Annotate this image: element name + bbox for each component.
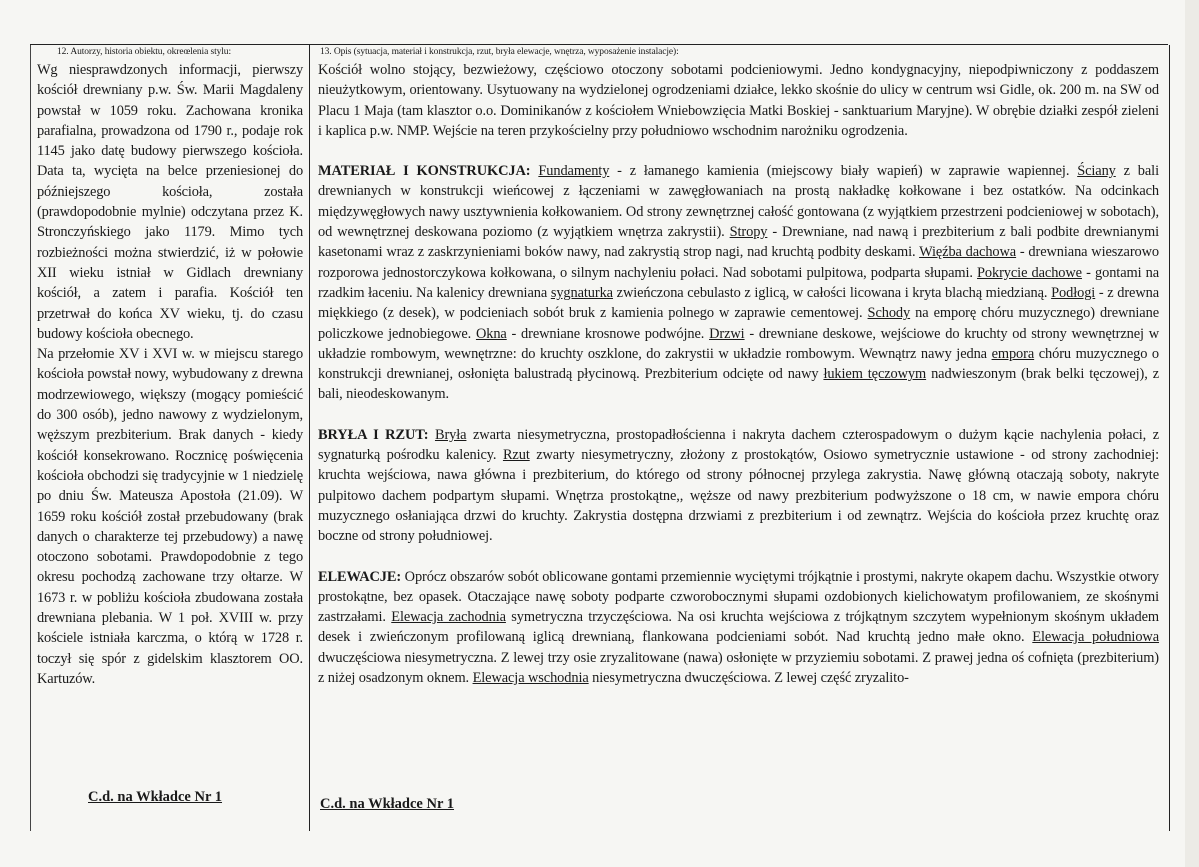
body-text: nadwieszonym (brak belki tęczowej), z bali, nieodeskowanym. bbox=[318, 366, 1160, 403]
form-sheet bbox=[30, 44, 1168, 835]
underlined-term: Ściany bbox=[1077, 163, 1116, 180]
situation-paragraph: Kościół wolno stojący, bezwieżowy, częściowo otoczony sobotami podcieniowymi. Jedno kondygnacyjny, niepodpiwniczony z poddaszem nieużytkowym, orientowany. Usytuowany na wydzielonej ogrodzeniami działce, lekko skośnie do ulicy w centrum wsi Gidle, ok. 200 m. na SW od Placu 1 Maja (tam klasztor o.o. Dominikanów z kościołem Wniebowzięcia Matki Boskiej - sanktuarium Maryjne). W obrębie działki zespół zieleni i kaplica p.w. NMP. Wejście na teren przykościelny przy południowo wschodnim narożniku ogrodzenia. bbox=[318, 62, 1159, 139]
underlined-term: Okna bbox=[475, 325, 507, 342]
material-body bbox=[318, 163, 1159, 402]
underlined-term: Schody bbox=[867, 305, 911, 322]
elevations-title: ELEWACJE: bbox=[318, 568, 402, 585]
body-text: niesymetryczna dwuczęściowa. Z lewej część zryzalito- bbox=[588, 670, 909, 687]
form-plan-body bbox=[318, 427, 1159, 544]
body-text: chóru muzycznego o konstrukcji drewnianej, osłonięta balustradą płycinową. Prezbiterium odcięte od nawy bbox=[318, 345, 1159, 383]
form-plan-paragraph bbox=[318, 425, 1159, 547]
history-paragraph: Na przełomie XV i XVI w. w miejscu starego kościoła powstał nowy, wybudowany z drewna modrzewiowego, większy (mogący pomieścić do 300 osób), jedno nawowy z wydzielonym, węższym prezbiterium. Brak danych - kiedy kościół konsekrowano. Rocznicę poświęcenia kościoła obchodzi się tradycyjnie w 1 niedzielę po dniu Św. Mateusza Apostoła (21.09). W 1659 roku kościół został przebudowany (brak danych o charakterze tej przebudowy) a nawę otoczono sobotami. Prawdopodobnie z tego okresu pochodzą zachowane trzy ołtarze. W 1673 r. w pobliżu kościoła zbudowana została drewniana plebania. W 1 poł. XVIII w. przy kościele istniała karczma, o którą w 1728 r. toczył się spór z gidelskim klasztorem OO. Kartuzów. bbox=[37, 346, 303, 687]
continuation-note-left: C.d. na Wkładce Nr 1 bbox=[88, 789, 223, 805]
elevations-paragraph bbox=[318, 567, 1159, 689]
material-title: MATERIAŁ I KONSTRUKCJA: bbox=[318, 163, 531, 180]
page-edge bbox=[1185, 0, 1199, 867]
body-text: dwuczęściowa niesymetryczna. Z lewej trzy osie zryzalitowane (nawa) osłonięte w przyziemiu sobotami. Z prawej jedna oś cofnięta (prezbiterium) z niżej osadzonym oknem. bbox=[318, 649, 1159, 687]
underlined-term: Rzut bbox=[502, 447, 530, 464]
body-text: z bali drewnianych w konstrukcji wieńcowej z łączeniami w zawęgłowaniach na prostą nakładkę kołkowane i bez ostatków. Na odcinkach międzywęgłowych nawy usztywnienia kołkowaniem. Od strony zewnętrznej całość gontowana (z wyjątkiem przestrzeni podcieniowej w sobotach), od wewnętrznej deskowana poziomo (z wyjątkiem wnętrza zakrystii). bbox=[318, 163, 1159, 241]
underlined-term: łukiem tęczowym bbox=[823, 366, 927, 383]
underlined-term: empora bbox=[991, 345, 1035, 362]
history-paragraph: Wg niesprawdzonych informacji, pierwszy kościół drewniany p.w. Św. Marii Magdaleny powstał w 1059 roku. Zachowana kronika parafialna, prowadzona od 1790 r., podaje rok 1145 jako datę budowy pierwszego kościoła. Data ta, wycięta na belce przeniesionej do późniejszego kościoła, została (prawdopodobnie mylnie) odczytana przez K. Stronczyńskiego jako 1179. Mimo tych rozbieżności można stwierdzić, iż w połowie XII wieku istniał w Gidlach drewniany kościół, a zatem i parafia. Kościół ten przetrwał do końca XV wieku, tj. do czasu budowy kościoła obecnego. bbox=[37, 62, 303, 342]
body-text: symetryczna trzyczęściowa. Na osi kruchta wejściowa z trójkątnym szczytem wypełnionym skośnym układem desek i zwieńczonym profilowaną iglicą drewnianą, flankowana podcieniami sobót. Nad kruchtą jedno małe okno. bbox=[318, 609, 1159, 646]
underlined-term: sygnaturka bbox=[550, 284, 613, 301]
elevations-body bbox=[318, 569, 1159, 686]
body-text: - z drewna miękkiego (z desek), w podcieniach sobót bruk z kamienia polnego w zaprawie cementowej. bbox=[318, 284, 1160, 322]
body-text: na emporę chóru muzycznego) drewniane policzkowe jednobiegowe. bbox=[318, 305, 1159, 342]
underlined-term: Elewacja wschodnia bbox=[472, 670, 589, 687]
body-text: - gontami na rzadkim łaceniu. Na kalenicy drewniana bbox=[318, 264, 1160, 301]
form-plan-title: BRYŁA I RZUT: bbox=[318, 426, 429, 443]
continuation-note-right: C.d. na Wkładce Nr 1 bbox=[320, 796, 455, 812]
description-text bbox=[318, 60, 1159, 688]
underlined-term: Podłogi bbox=[1051, 284, 1096, 301]
underlined-term: Elewacja zachodnia bbox=[391, 609, 506, 626]
material-paragraph bbox=[318, 161, 1159, 405]
history-column bbox=[30, 45, 310, 831]
body-text: Oprócz obszarów sobót oblicowane gontami przemiennie wyciętymi trójkątnie i prostymi, nakryte okapem dachu. Wszystkie otwory prostokątne, bez opasek. Otaczające nawę soboty podparte czworobocznymi słupami ozdobionych kielichowatym profilowaniem, ze skośnymi zastrzałami. bbox=[318, 568, 1159, 626]
underlined-term: Drzwi bbox=[709, 325, 745, 342]
body-text: zwieńczona cebulasto z iglicą, w całości licowana i kryta blachą miedzianą. bbox=[612, 284, 1052, 301]
body-text: - z łamanego kamienia (miejscowy biały wapień) w zaprawie wapiennej. bbox=[609, 163, 1078, 180]
body-text: - drewniane deskowe, wejściowe do kruchty od strony wewnętrznej w układzie rombowym, wewnętrzne: do kruchty oszklone, do zakrystii w układzie rombowym. Wewnątrz nawy jedna bbox=[318, 325, 1159, 362]
underlined-term: Pokrycie dachowe bbox=[977, 264, 1082, 281]
underlined-term: Fundamenty bbox=[538, 163, 610, 180]
body-text: - drewniane krosnowe podwójne. bbox=[506, 325, 710, 342]
underlined-term: Elewacja południowa bbox=[1032, 629, 1160, 646]
underlined-term: Bryła bbox=[434, 426, 467, 443]
underlined-term: Stropy bbox=[729, 224, 768, 241]
description-header: 13. Opis (sytuacja, materiał i konstrukcja, rzut, bryła elewacje, wnętrza, wyposażenie instalacje): bbox=[320, 47, 679, 57]
history-text bbox=[37, 60, 303, 689]
body-text: zwarty niesymetryczny, złożony z prostokątów, Osiowo symetrycznie ustawione - od strony zachodniej: kruchta wejściowa, nawa główna i prezbiterium, do którego od strony północnej przylega zakrystia. Nawę główną otaczają soboty, nakryte pulpitowo dachem podpartym słupami. Wnętrza prostokątne,, węższe od nawy prezbiterium podwyższone o 18 cm, w nawie empora chóru muzycznego osłaniająca drzwi do kruchty. Zakrystia dostępna drzwiami z prezbiterium i od zewnątrz. Wejścia do kościoła przez kruchtę oraz boczne od strony południowej. bbox=[318, 447, 1160, 545]
description-column bbox=[312, 45, 1170, 831]
body-text: - drewniana wieszarowo rozporowa jednostorczykowa kołkowana, o silnym nachyleniu połaci. Nad sobotami pulpitowa, podparta słupami. bbox=[318, 244, 1160, 281]
body-text: - Drewniane, nad nawą i prezbiterium z bali podbite drewnianymi kasetonami wraz z zaskrzynieniami boków nawy, nad zakrystią strop nagi, nad kruchtą podbity deskami. bbox=[318, 224, 1159, 261]
body-text: zwarta niesymetryczna, prostopadłościenna i nakryta dachem czterospadowym o dużym kącie nachylenia połaci, z sygnaturką pośrodku kalenicy. bbox=[318, 426, 1159, 464]
underlined-term: Więźba dachowa bbox=[919, 244, 1017, 261]
history-header: 12. Autorzy, historia obiektu, okreœlenia stylu: bbox=[57, 47, 231, 57]
